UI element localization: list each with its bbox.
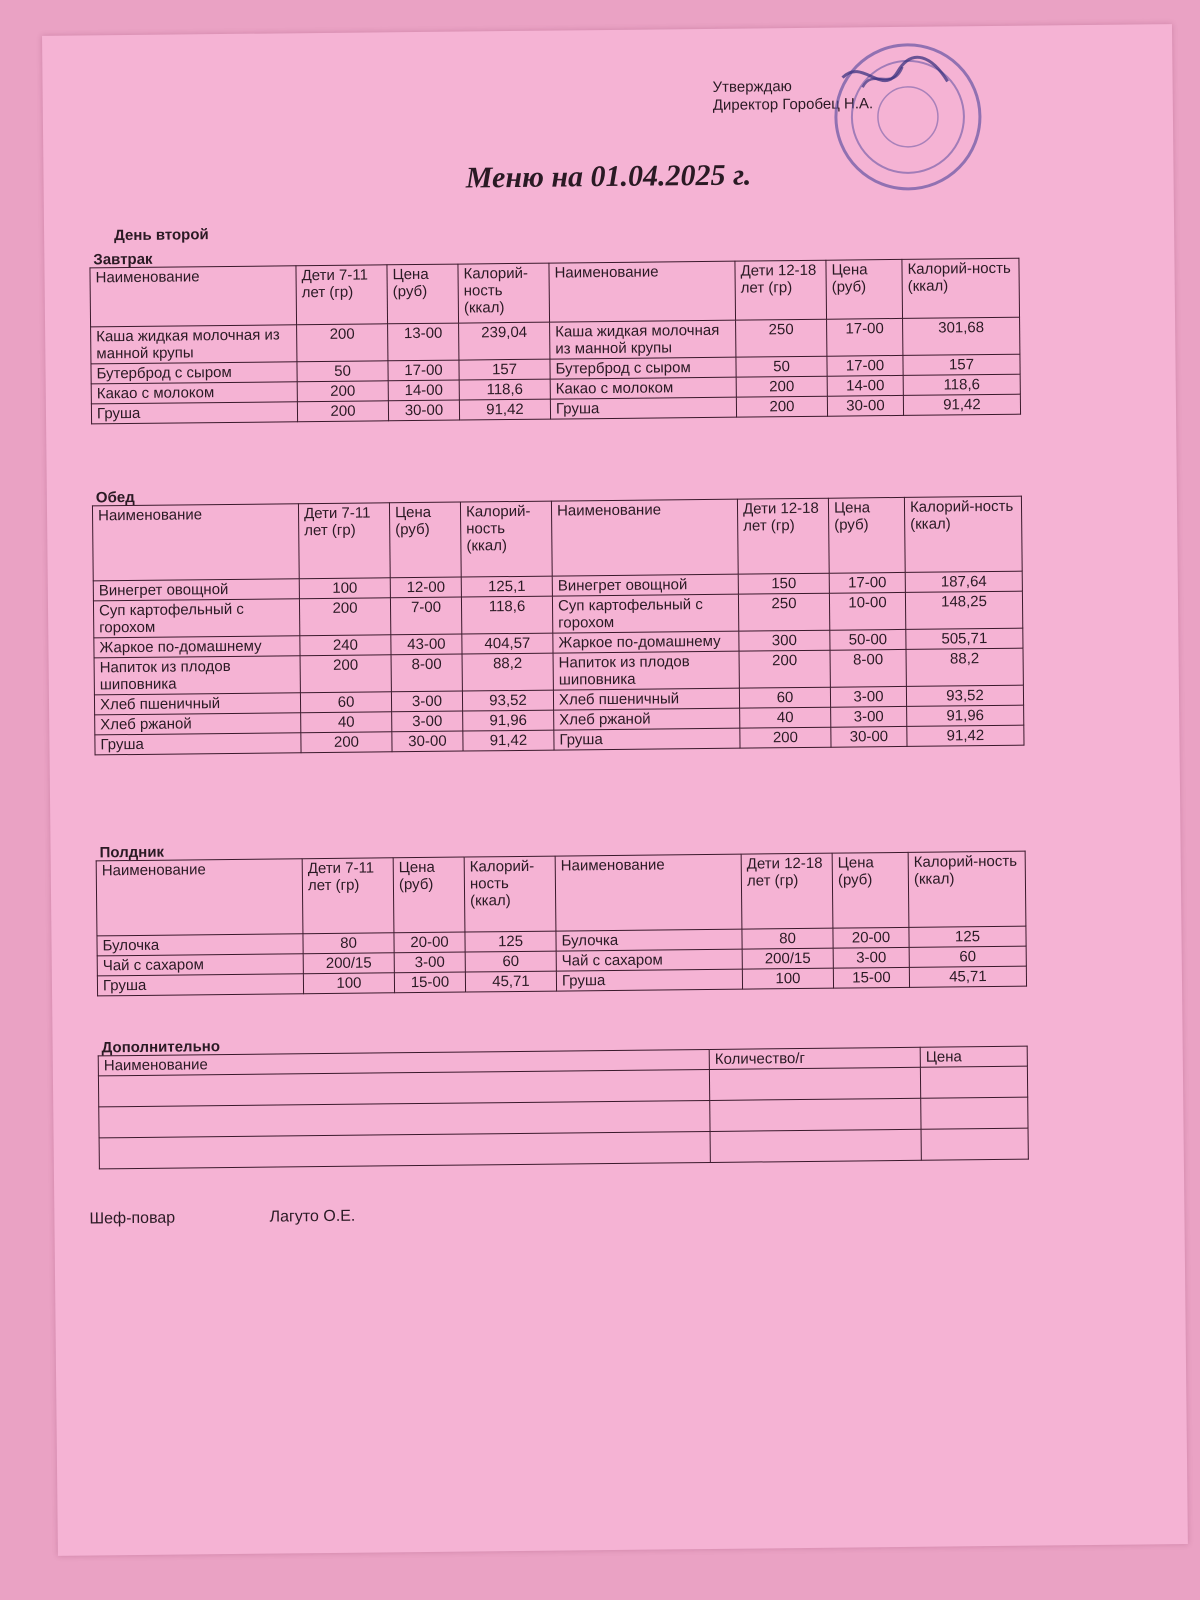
breakfast-table: [89, 258, 1021, 425]
dish-name-cell: Булочка: [97, 934, 303, 956]
page-title: Меню на 01.04.2025 г.: [465, 158, 752, 195]
value-cell: 240: [300, 635, 391, 656]
value-cell: 15-00: [833, 967, 909, 988]
dish-name-cell: Какао с молоком: [91, 382, 297, 404]
value-cell: 80: [303, 933, 394, 954]
value-cell: 250: [736, 319, 827, 357]
chef-role: Шеф-повар: [89, 1209, 176, 1228]
value-cell: 45,71: [465, 971, 556, 992]
dish-name-cell: Груша: [91, 402, 297, 424]
value-cell: 200: [297, 324, 388, 362]
value-cell: 91,96: [463, 710, 554, 731]
menu-sheet: [42, 24, 1188, 1556]
value-cell: 60: [465, 951, 556, 972]
dish-name-cell: Груша: [550, 397, 736, 419]
value-cell: 200: [740, 727, 831, 748]
value-cell: 200/15: [742, 948, 833, 969]
col-price: Цена (руб): [832, 852, 909, 928]
value-cell: 3-00: [831, 706, 907, 727]
dish-name-cell: Груша: [97, 974, 303, 996]
value-cell: 60: [739, 687, 830, 708]
value-cell: 301,68: [903, 317, 1020, 355]
value-cell: 30-00: [827, 395, 903, 416]
value-cell: 300: [739, 630, 830, 651]
col-name: Наименование: [92, 504, 299, 581]
breakfast-rows: [91, 317, 1021, 424]
lunch-rows: [93, 571, 1024, 755]
snack-label: Полдник: [99, 843, 165, 862]
dish-name-cell: Каша жидкая молочная из манной крупы: [91, 325, 297, 364]
value-cell: 91,42: [459, 399, 550, 420]
lunch-table: [92, 496, 1025, 756]
value-cell: 3-00: [394, 952, 465, 973]
value-cell: 60: [300, 692, 391, 713]
col-calories: Калорий-ность (ккал): [458, 263, 550, 323]
value-cell: 200/15: [303, 953, 394, 974]
value-cell: 20-00: [833, 927, 909, 948]
dish-name-cell: Груша: [95, 733, 301, 755]
value-cell: 200: [299, 598, 390, 636]
value-cell: 12-00: [390, 577, 461, 598]
dish-name-cell: Хлеб ржаной: [554, 708, 740, 730]
snack-table: [96, 851, 1027, 997]
extra-label: Дополнительно: [101, 1038, 221, 1057]
value-cell: 17-00: [827, 318, 903, 356]
value-cell: 50-00: [830, 629, 906, 650]
col-calories: Калорий-ность (ккал): [464, 856, 556, 932]
value-cell: 40: [301, 712, 392, 733]
dish-name-cell: Хлеб пшеничный: [553, 688, 739, 710]
col-price: Цена (руб): [389, 502, 461, 578]
value-cell: 200: [297, 401, 388, 422]
day-label: День второй: [114, 226, 209, 245]
value-cell: 125: [465, 931, 556, 952]
value-cell: 50: [736, 356, 827, 377]
col-calories: Калорий-ность (ккал): [904, 496, 1022, 572]
value-cell: 200: [301, 732, 392, 753]
value-cell: 93,52: [906, 685, 1023, 706]
value-cell: 3-00: [391, 691, 462, 712]
lunch-section: [92, 488, 1025, 756]
value-cell: 187,64: [905, 571, 1022, 592]
value-cell: 30-00: [392, 731, 463, 752]
dish-name-cell: Суп картофельный с горохом: [93, 599, 299, 638]
value-cell: 3-00: [830, 686, 906, 707]
col-price: Цена (руб): [393, 857, 465, 933]
value-cell: 148,25: [905, 591, 1022, 629]
value-cell: 200: [736, 396, 827, 417]
col-name: Наименование: [90, 266, 297, 327]
col-price: Цена (руб): [826, 259, 903, 319]
col-price: Цена (руб): [828, 497, 905, 573]
col-calories: Калорий-ность (ккал): [460, 501, 552, 577]
dish-name-cell: Хлеб ржаной: [95, 713, 301, 735]
value-cell: 91,42: [907, 725, 1024, 746]
col-price: Цена (руб): [387, 264, 459, 324]
col-name: Наименование: [96, 859, 303, 936]
value-cell: 150: [738, 573, 829, 594]
dish-name-cell: Груша: [556, 969, 742, 991]
dish-name-cell: Винегрет овощной: [552, 574, 738, 596]
value-cell: 157: [459, 359, 550, 380]
dish-name-cell: Какао с молоком: [550, 377, 736, 399]
col-kids-12-18: Дети 12-18 лет (гр): [741, 853, 833, 929]
value-cell: 250: [738, 593, 829, 631]
value-cell: 91,42: [463, 730, 554, 751]
col-name: Наименование: [555, 854, 742, 931]
value-cell: 157: [903, 354, 1020, 375]
value-cell: 505,71: [906, 628, 1023, 649]
dish-name-cell: Булочка: [556, 929, 742, 951]
breakfast-section: [89, 250, 1021, 425]
value-cell: 100: [299, 578, 390, 599]
value-cell: 88,2: [906, 648, 1023, 686]
value-cell: 200: [736, 376, 827, 397]
value-cell: 91,42: [903, 394, 1020, 415]
dish-name-cell: Винегрет овощной: [93, 579, 299, 601]
value-cell: 125,1: [461, 576, 552, 597]
breakfast-label: Завтрак: [93, 250, 153, 269]
col-name: Наименование: [549, 261, 736, 322]
value-cell: 118,6: [903, 374, 1020, 395]
col-kids-7-11: Дети 7-11 лет (гр): [302, 858, 394, 934]
value-cell: 17-00: [829, 572, 905, 593]
value-cell: 30-00: [831, 726, 907, 747]
dish-name-cell: Напиток из плодов шиповника: [553, 651, 739, 690]
snack-rows: [97, 926, 1027, 996]
value-cell: 100: [303, 973, 394, 994]
dish-name-cell: Чай с сахаром: [97, 954, 303, 976]
value-cell: 14-00: [388, 380, 459, 401]
snack-section: [96, 843, 1027, 997]
value-cell: 17-00: [388, 360, 459, 381]
value-cell: 7-00: [390, 597, 461, 635]
dish-name-cell: Суп картофельный с горохом: [552, 594, 738, 633]
value-cell: 45,71: [909, 966, 1026, 987]
value-cell: 93,52: [462, 690, 553, 711]
value-cell: 15-00: [394, 972, 465, 993]
dish-name-cell: Хлеб пшеничный: [94, 693, 300, 715]
dish-name-cell: Жаркое по-домашнему: [553, 631, 739, 653]
col-calories: Калорий-ность (ккал): [908, 851, 1026, 927]
approve-label: Утверждаю: [712, 78, 792, 96]
value-cell: 125: [909, 926, 1026, 947]
value-cell: 3-00: [833, 947, 909, 968]
value-cell: 200: [300, 655, 391, 693]
value-cell: 80: [742, 928, 833, 949]
value-cell: 100: [742, 968, 833, 989]
extra-col-price: Цена: [920, 1046, 1027, 1067]
value-cell: 20-00: [394, 932, 465, 953]
director-name: Директор Горобец Н.А.: [712, 95, 874, 114]
value-cell: 14-00: [827, 375, 903, 396]
extra-col-quantity: Количество/г: [709, 1047, 920, 1069]
value-cell: 239,04: [459, 322, 550, 360]
dish-name-cell: Груша: [554, 728, 740, 750]
value-cell: 118,6: [459, 379, 550, 400]
value-cell: 13-00: [388, 323, 459, 361]
lunch-label: Обед: [95, 488, 135, 507]
dish-name-cell: Чай с сахаром: [556, 949, 742, 971]
value-cell: 8-00: [391, 654, 462, 692]
value-cell: 3-00: [392, 711, 463, 732]
value-cell: 200: [297, 381, 388, 402]
value-cell: 43-00: [391, 634, 462, 655]
value-cell: 40: [740, 707, 831, 728]
extra-section: [98, 1038, 1029, 1170]
col-name: Наименование: [551, 499, 738, 576]
value-cell: 118,6: [461, 596, 552, 634]
value-cell: 10-00: [829, 592, 905, 630]
col-calories: Калорий-ность (ккал): [902, 258, 1020, 318]
value-cell: 200: [739, 650, 830, 688]
col-kids-12-18: Дети 12-18 лет (гр): [737, 498, 829, 574]
value-cell: 88,2: [462, 653, 553, 691]
value-cell: 8-00: [830, 649, 906, 687]
dish-name-cell: Бутерброд с сыром: [91, 362, 297, 384]
dish-name-cell: Жаркое по-домашнему: [94, 636, 300, 658]
value-cell: 91,96: [907, 705, 1024, 726]
value-cell: 60: [909, 946, 1026, 967]
value-cell: 17-00: [827, 355, 903, 376]
extra-table: [98, 1046, 1029, 1170]
extra-col-name: Наименование: [98, 1049, 709, 1075]
dish-name-cell: Каша жидкая молочная из манной крупы: [550, 320, 736, 359]
dish-name-cell: Бутерброд с сыром: [550, 357, 736, 379]
value-cell: 30-00: [388, 400, 459, 421]
col-kids-7-11: Дети 7-11 лет (гр): [296, 265, 388, 325]
value-cell: 50: [297, 361, 388, 382]
dish-name-cell: Напиток из плодов шиповника: [94, 656, 300, 695]
col-kids-12-18: Дети 12-18 лет (гр): [735, 260, 827, 320]
signature-line: [89, 1207, 445, 1229]
chef-name: Лагуто О.Е.: [269, 1207, 356, 1226]
value-cell: 404,57: [462, 633, 553, 654]
col-kids-7-11: Дети 7-11 лет (гр): [298, 503, 390, 579]
